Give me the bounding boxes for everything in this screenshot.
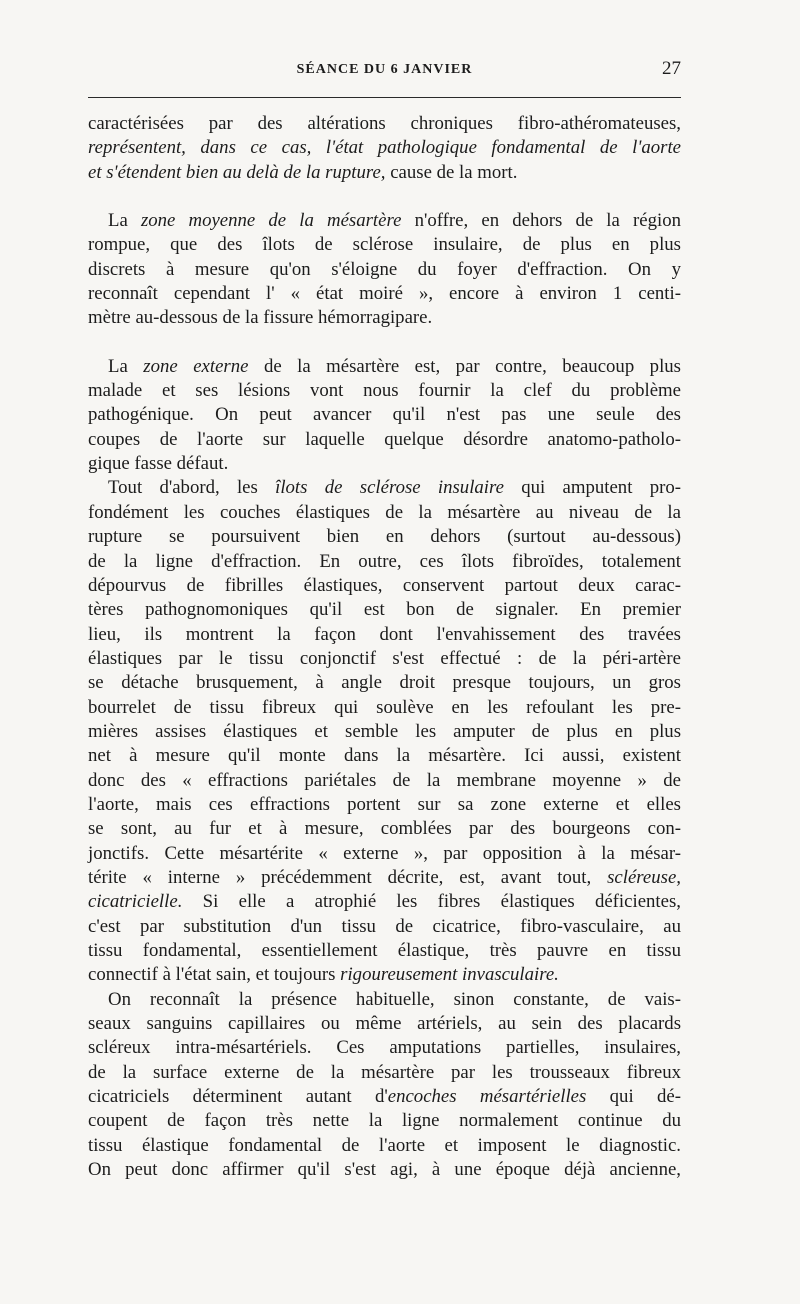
text-line: dépourvus de fibrilles élastiques, conservent partout deux carac-	[88, 574, 681, 596]
text-line	[88, 866, 681, 890]
text-run: n'offre, en dehors de la région	[401, 210, 681, 232]
text-run: connectif à l'état sain, et toujours	[88, 964, 341, 986]
text-line: mières assises élastiques et semble les amputer de plus en plus	[88, 720, 681, 742]
paragraph-5	[88, 988, 681, 1183]
text-line: tissu fondamental, essentiellement élastique, très pauvre en tissu	[88, 940, 681, 961]
page-number: 27	[662, 58, 681, 79]
text-line: mètre au-dessous de la fissure hémorragipare.	[88, 307, 433, 329]
italic-text: zone moyenne de la mésartère	[140, 210, 402, 232]
text-line	[88, 963, 681, 987]
text-run: qui amputent pro-	[503, 477, 681, 499]
text-line: de la surface externe de la mésartère par les trousseaux fibreux	[88, 1061, 681, 1083]
text-line: jonctifs. Cette mésartérite « externe », par opposition à la mésar-	[88, 842, 681, 864]
text-run: de la mésartère est, par contre, beaucoup plus	[248, 355, 681, 377]
text-line: pathogénique. On peut avancer qu'il n'est pas une seule des	[88, 404, 681, 426]
paragraph-2	[88, 209, 681, 331]
text-line: gique fasse défaut.	[88, 453, 229, 475]
text-line: rupture se poursuivent bien en dehors (surtout au-dessous)	[88, 526, 681, 548]
text-line	[88, 476, 681, 500]
text-line: On peut donc affirmer qu'il s'est agi, à une époque déjà ancienne,	[88, 1159, 681, 1181]
text-run: térite « interne » précédemment décrite, est, avant tout,	[88, 866, 608, 888]
paragraph-gap	[88, 331, 681, 355]
text-line: élastiques par le tissu conjonctif s'est effectué : de la péri-artère	[88, 647, 681, 669]
running-head: SÉANCE DU 6 JANVIER	[296, 62, 473, 77]
text-line: scléreux intra-mésartériels. Ces amputations partielles, insulaires,	[88, 1037, 681, 1059]
text-run: cicatriciels déterminent autant d'	[88, 1086, 388, 1108]
text-run: qui dé-	[586, 1086, 681, 1108]
italic-text: scléreuse,	[607, 866, 681, 888]
text-run: La	[108, 355, 144, 377]
text-line: caractérisées par des altérations chroniques fibro-athéromateuses,	[88, 113, 681, 134]
text-line	[88, 209, 681, 233]
text-line: rompue, que des îlots de sclérose insulaire, de plus en plus	[88, 234, 681, 256]
italic-text: et s'étendent bien au delà de la rupture,	[88, 161, 386, 183]
text-line: tères pathognomoniques qu'il est bon de signaler. En premier	[88, 599, 681, 621]
text-line	[88, 355, 681, 379]
text-line: se sont, au fur et à mesure, comblées par des bourgeons con-	[88, 818, 681, 840]
paragraph-gap	[88, 185, 681, 209]
text-line: reconnaît cependant l' « état moiré », encore à environ 1 centi-	[88, 283, 681, 305]
italic-text: zone externe	[143, 355, 249, 377]
text-line: coupent de façon très nette la ligne normalement continue du	[88, 1110, 681, 1132]
paragraph-1	[88, 112, 681, 185]
text-line: net à mesure qu'il monte dans la mésartère. Ici aussi, existent	[88, 745, 681, 767]
text-line: fondément les couches élastiques de la mésartère au niveau de la	[88, 501, 681, 523]
body-text	[88, 112, 681, 1182]
text-line	[88, 890, 681, 914]
header-rule	[88, 97, 681, 98]
paragraph-3	[88, 355, 681, 477]
italic-text: îlots de sclérose insulaire	[275, 477, 504, 499]
text-line: donc des « effractions pariétales de la membrane moyenne » de	[88, 769, 681, 791]
text-line	[88, 1085, 681, 1109]
text-run: La	[108, 210, 141, 232]
text-line: On reconnaît la présence habituelle, sinon constante, de vais-	[108, 988, 681, 1010]
text-line: se détache brusquement, à angle droit presque toujours, un gros	[88, 672, 681, 694]
italic-text: rigoureusement invasculaire.	[340, 964, 559, 986]
text-line	[88, 136, 681, 160]
text-line: bourrelet de tissu fibreux qui soulève en les refoulant les pre-	[88, 696, 681, 718]
text-run: cause de la mort.	[385, 161, 518, 183]
text-line: c'est par substitution d'un tissu de cicatrice, fibro-vasculaire, au	[88, 915, 681, 937]
italic-text: représentent, dans ce cas, l'état pathologique fondamental de l'aorte	[88, 137, 681, 159]
text-line: de la ligne d'effraction. En outre, ces îlots fibroïdes, totalement	[88, 550, 681, 572]
text-line: discrets à mesure qu'on s'éloigne du foyer d'effraction. On y	[88, 258, 681, 280]
text-line: coupes de l'aorte sur laquelle quelque désordre anatomo-patholo-	[88, 428, 681, 450]
text-line: seaux sanguins capillaires ou même artériels, au sein des placards	[88, 1013, 681, 1035]
italic-text: encoches mésartérielles	[387, 1086, 587, 1108]
italic-text: cicatricielle.	[88, 891, 183, 913]
text-run: Si elle a atrophié les fibres élastiques déficientes,	[182, 891, 681, 913]
text-line: lieu, ils montrent la façon dont l'envahissement des travées	[88, 623, 681, 645]
paragraph-4	[88, 476, 681, 987]
text-line: l'aorte, mais ces effractions portent sur sa zone externe et elles	[88, 793, 681, 815]
text-line	[88, 161, 681, 185]
text-line: tissu élastique fondamental de l'aorte et imposent le diagnostic.	[88, 1134, 681, 1156]
text-line: malade et ses lésions vont nous fournir la clef du problème	[88, 380, 681, 402]
text-run: Tout d'abord, les	[108, 477, 276, 499]
page-header	[88, 56, 681, 86]
